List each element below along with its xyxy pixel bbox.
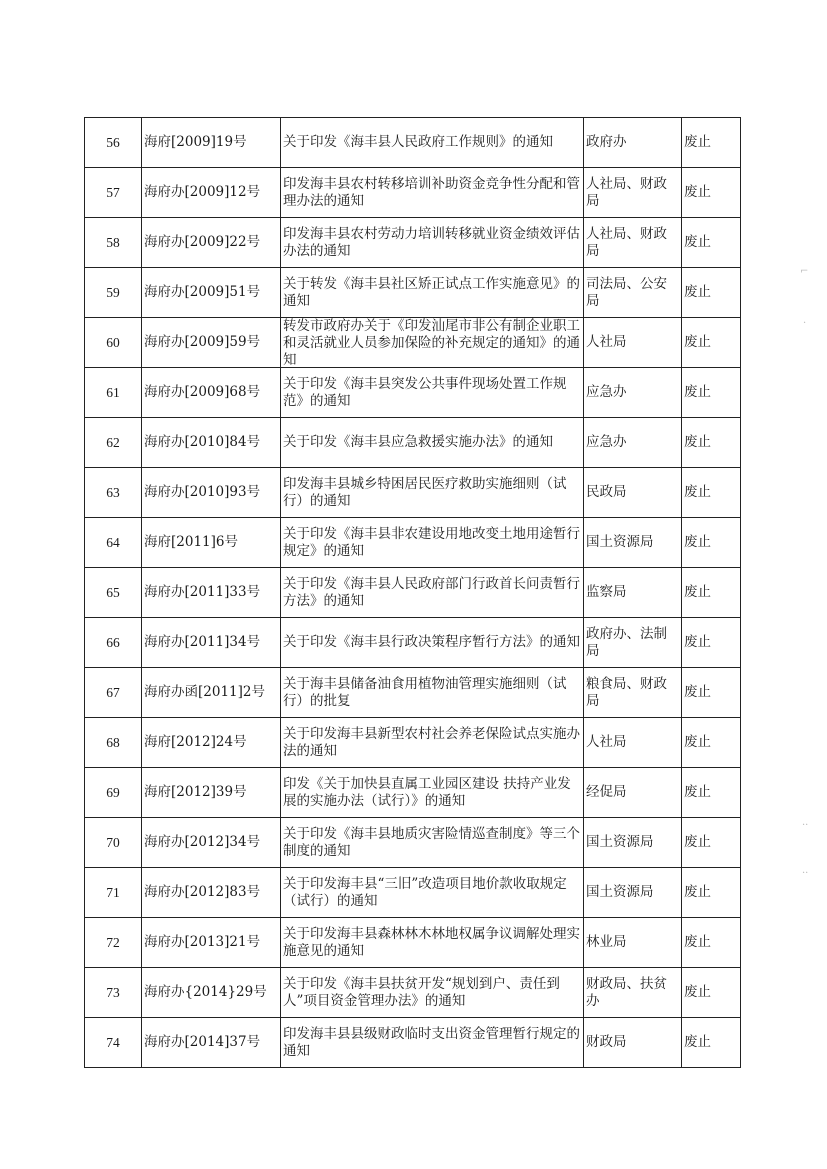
status: 废止 (682, 368, 741, 418)
status: 废止 (682, 418, 741, 468)
table-row (85, 1018, 741, 1068)
document-number: 海府办函[2011]2号 (142, 668, 281, 718)
document-title: 关于海丰县储备油食用植物油管理实施细则（试行）的批复 (281, 668, 584, 718)
row-number: 74 (85, 1018, 142, 1068)
table-row (85, 718, 741, 768)
document-number: 海府[2011]6号 (142, 518, 281, 568)
row-number: 60 (85, 318, 142, 368)
scan-speck: ·· (802, 820, 809, 831)
status: 废止 (682, 118, 741, 168)
document-title: 关于印发海丰县“三旧”改造项目地价款收取规定（试行）的通知 (281, 868, 584, 918)
table-row (85, 618, 741, 668)
document-number: 海府办{2014}29号 (142, 968, 281, 1018)
responsible-department: 人社局 (584, 318, 682, 368)
responsible-department: 政府办 (584, 118, 682, 168)
responsible-department: 财政局 (584, 1018, 682, 1068)
document-title: 关于印发《海丰县非农建设用地改变土地用途暂行规定》的通知 (281, 518, 584, 568)
table-row (85, 268, 741, 318)
document-number: 海府办[2010]84号 (142, 418, 281, 468)
responsible-department: 政府办、法制局 (584, 618, 682, 668)
status: 废止 (682, 168, 741, 218)
row-number: 68 (85, 718, 142, 768)
row-number: 72 (85, 918, 142, 968)
document-number: 海府办[2013]21号 (142, 918, 281, 968)
document-title: 关于印发海丰县森林林木林地权属争议调解处理实施意见的通知 (281, 918, 584, 968)
row-number: 70 (85, 818, 142, 868)
row-number: 73 (85, 968, 142, 1018)
document-title: 关于印发《海丰县地质灾害险情巡查制度》等三个制度的通知 (281, 818, 584, 868)
status: 废止 (682, 518, 741, 568)
document-title: 印发海丰县城乡特困居民医疗救助实施细则（试行）的通知 (281, 468, 584, 518)
row-number: 66 (85, 618, 142, 668)
status: 废止 (682, 218, 741, 268)
status: 废止 (682, 268, 741, 318)
responsible-department: 人社局、财政局 (584, 168, 682, 218)
table-row (85, 918, 741, 968)
responsible-department: 人社局、财政局 (584, 218, 682, 268)
table-row (85, 968, 741, 1018)
document-number: 海府办[2009]68号 (142, 368, 281, 418)
document-title: 关于转发《海丰县社区矫正试点工作实施意见》的通知 (281, 268, 584, 318)
row-number: 63 (85, 468, 142, 518)
document-number: 海府办[2009]59号 (142, 318, 281, 368)
document-title: 关于印发《海丰县人民政府部门行政首长问责暂行方法》的通知 (281, 568, 584, 618)
status: 废止 (682, 318, 741, 368)
status: 废止 (682, 468, 741, 518)
row-number: 56 (85, 118, 142, 168)
responsible-department: 国土资源局 (584, 818, 682, 868)
table-row (85, 118, 741, 168)
document-title: 关于印发《海丰县应急救援实施办法》的通知 (281, 418, 584, 468)
responsible-department: 司法局、公安局 (584, 268, 682, 318)
responsible-department: 应急办 (584, 418, 682, 468)
responsible-department: 粮食局、财政局 (584, 668, 682, 718)
status: 废止 (682, 568, 741, 618)
status: 废止 (682, 868, 741, 918)
table-row (85, 668, 741, 718)
document-number: 海府[2009]19号 (142, 118, 281, 168)
table-row (85, 168, 741, 218)
row-number: 65 (85, 568, 142, 618)
responsible-department: 人社局 (584, 718, 682, 768)
table-row (85, 418, 741, 468)
row-number: 69 (85, 768, 142, 818)
responsible-department: 财政局、扶贫办 (584, 968, 682, 1018)
table-row (85, 568, 741, 618)
responsible-department: 监察局 (584, 568, 682, 618)
responsible-department: 国土资源局 (584, 518, 682, 568)
document-title: 印发海丰县县级财政临时支出资金管理暂行规定的通知 (281, 1018, 584, 1068)
responsible-department: 林业局 (584, 918, 682, 968)
status: 废止 (682, 818, 741, 868)
table-row (85, 868, 741, 918)
status: 废止 (682, 718, 741, 768)
responsible-department: 应急办 (584, 368, 682, 418)
row-number: 62 (85, 418, 142, 468)
document-title: 印发海丰县农村劳动力培训转移就业资金绩效评估办法的通知 (281, 218, 584, 268)
document-title: 关于印发《海丰县扶贫开发“规划到户、责任到人”项目资金管理办法》的通知 (281, 968, 584, 1018)
document-table (84, 117, 741, 1068)
responsible-department: 经促局 (584, 768, 682, 818)
row-number: 59 (85, 268, 142, 318)
document-title: 关于印发《海丰县人民政府工作规则》的通知 (281, 118, 584, 168)
document-number: 海府办[2012]83号 (142, 868, 281, 918)
table-row (85, 818, 741, 868)
responsible-department: 民政局 (584, 468, 682, 518)
document-number: 海府办[2011]34号 (142, 618, 281, 668)
row-number: 71 (85, 868, 142, 918)
table-row (85, 218, 741, 268)
row-number: 61 (85, 368, 142, 418)
status: 废止 (682, 768, 741, 818)
document-title: 关于印发《海丰县突发公共事件现场处置工作规范》的通知 (281, 368, 584, 418)
row-number: 67 (85, 668, 142, 718)
document-number: 海府办[2010]93号 (142, 468, 281, 518)
document-number: 海府办[2014]37号 (142, 1018, 281, 1068)
row-number: 64 (85, 518, 142, 568)
status: 废止 (682, 1018, 741, 1068)
document-number: 海府办[2009]51号 (142, 268, 281, 318)
document-title: 转发市政府办关于《印发汕尾市非公有制企业职工和灵活就业人员参加保险的补充规定的通知》的通知 (281, 318, 584, 368)
document-title: 印发海丰县农村转移培训补助资金竞争性分配和管理办法的通知 (281, 168, 584, 218)
row-number: 57 (85, 168, 142, 218)
table-row (85, 518, 741, 568)
document-number: 海府[2012]24号 (142, 718, 281, 768)
status: 废止 (682, 668, 741, 718)
table-row (85, 468, 741, 518)
scan-speck: ·· (802, 868, 809, 879)
status: 废止 (682, 968, 741, 1018)
document-number: 海府[2012]39号 (142, 768, 281, 818)
document-number: 海府办[2009]12号 (142, 168, 281, 218)
table-row (85, 768, 741, 818)
status: 废止 (682, 618, 741, 668)
document-number: 海府办[2009]22号 (142, 218, 281, 268)
document-title: 关于印发海丰县新型农村社会养老保险试点实施办法的通知 (281, 718, 584, 768)
row-number: 58 (85, 218, 142, 268)
document-title: 印发《关于加快县直属工业园区建设 扶持产业发展的实施办法（试行）》的通知 (281, 768, 584, 818)
scan-speck: ⌐ (800, 266, 809, 277)
status: 废止 (682, 918, 741, 968)
scan-speck: · (803, 318, 807, 329)
responsible-department: 国土资源局 (584, 868, 682, 918)
table-row (85, 368, 741, 418)
table-row (85, 318, 741, 368)
document-number: 海府办[2012]34号 (142, 818, 281, 868)
document-number: 海府办[2011]33号 (142, 568, 281, 618)
document-title: 关于印发《海丰县行政决策程序暂行方法》的通知 (281, 618, 584, 668)
